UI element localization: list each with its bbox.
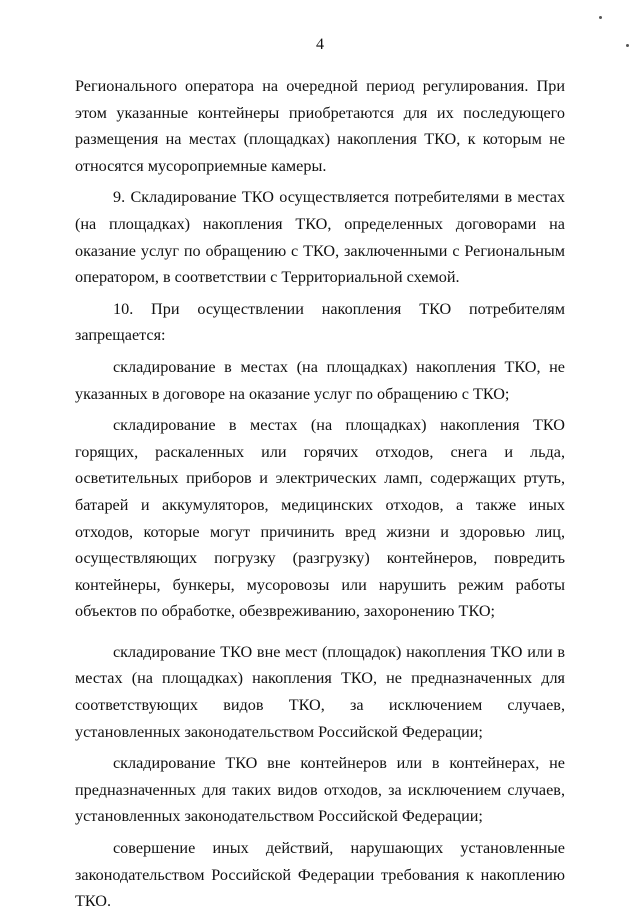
prohibition-item: складирование ТКО вне мест (площадок) накопления ТКО или в местах (на площадках) накопления ТКО, не предназначенных для соответствующих видов ТКО, за исключением случаев, установленных законодательством Российской Федерации; — [75, 642, 565, 741]
paragraph-item-9: 9. Складирование ТКО осуществляется потребителями в местах (на площадках) накопления ТКО, определенных договорами на оказание услуг по обращению с ТКО, заключенными с Региональным оператором, в соответствии с Территориальной схемой. — [75, 188, 565, 287]
prohibition-item: совершение иных действий, нарушающих установленные законодательством Российской Федерации требования к накоплению ТКО. — [75, 839, 565, 911]
prohibition-item: складирование в местах (на площадках) накопления ТКО, не указанных в договоре на оказание услуг по обращению с ТКО; — [75, 357, 565, 403]
paragraph-item-10: 10. При осуществлении накопления ТКО потребителям запрещается: — [75, 299, 565, 345]
prohibition-item: складирование в местах (на площадках) накопления ТКО горящих, раскаленных или горячих отходов, снега и льда, осветительных приборов и электрических ламп, содержащих ртуть, батарей и аккумуляторов, медицинских отходов, а также иных отходов, которые могут причинить вред жизни и здоровью лиц, осуществляющих погрузку (разгрузку) контейнеров, повредить контейнеры, бункеры, мусоровозы или нарушить режим работы объектов по обработке, обезвреживанию, захоронению ТКО; — [75, 416, 565, 621]
page-number: 4 — [316, 36, 324, 53]
document-body — [75, 73, 565, 920]
paragraph-continuation: Регионального оператора на очередной период регулирования. При этом указанные контейнеры приобретаются для их последующего размещения на местах (площадках) накопления ТКО, к которым не относятся мусороприемные камеры. — [75, 77, 565, 175]
scan-artifact-dot — [599, 16, 602, 19]
prohibition-item: складирование ТКО вне контейнеров или в контейнерах, не предназначенных для таких видов отходов, за исключением случаев, установленных законодательством Российской Федерации; — [75, 754, 565, 826]
